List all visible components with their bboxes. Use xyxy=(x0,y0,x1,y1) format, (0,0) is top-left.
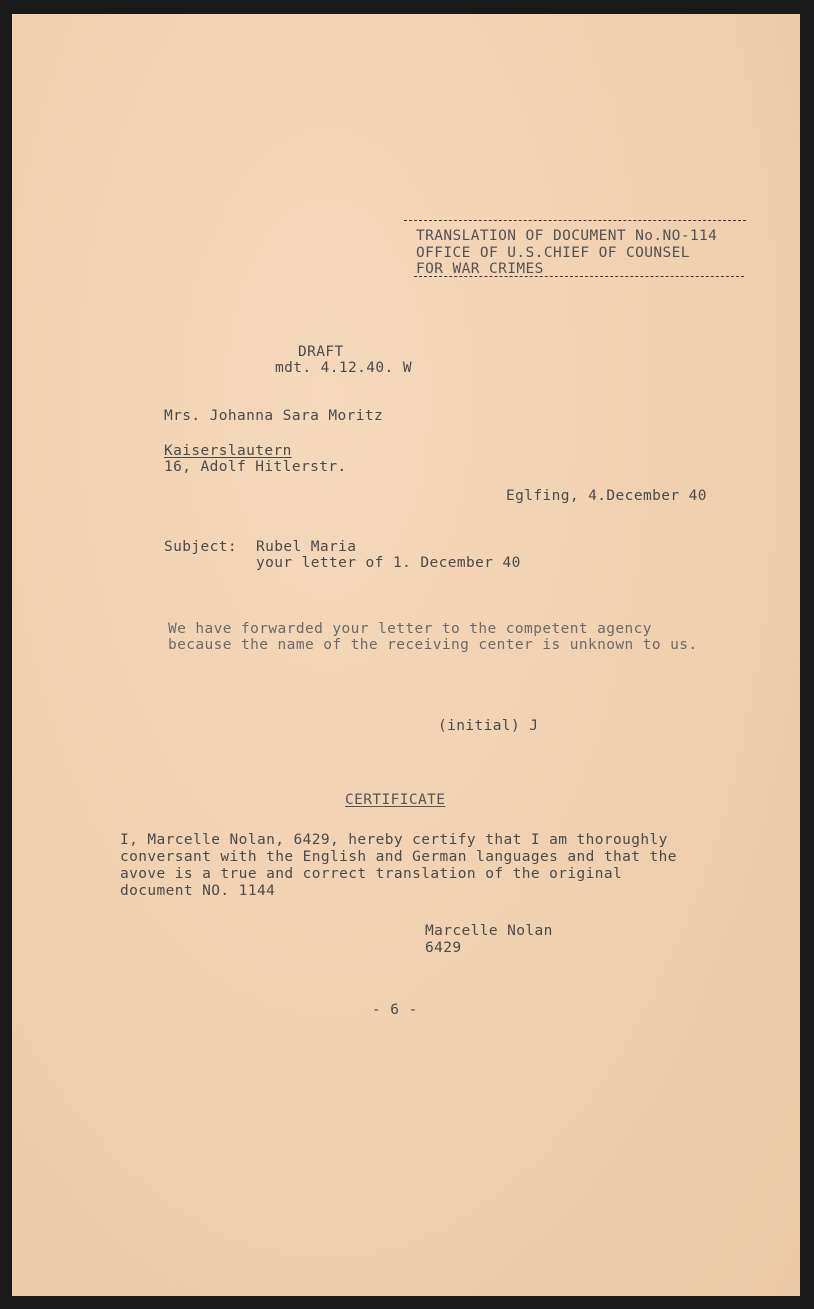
signer-number: 6429 xyxy=(425,940,462,956)
document-page xyxy=(12,14,800,1296)
signer-name: Marcelle Nolan xyxy=(425,923,553,939)
draft-reference: mdt. 4.12.40. W xyxy=(275,360,412,376)
certificate-title: CERTIFICATE xyxy=(345,792,446,808)
body-line-1: We have forwarded your letter to the competent agency xyxy=(168,621,652,637)
stamp-line-1: TRANSLATION OF DOCUMENT No.NO-114 xyxy=(416,228,718,244)
initial-signature: (initial) J xyxy=(438,718,539,734)
recipient-street: 16, Adolf Hitlerstr. xyxy=(164,459,347,475)
subject-label: Subject: xyxy=(164,539,238,555)
certificate-line-2: conversant with the English and German languages and that the xyxy=(120,849,677,865)
recipient-name: Mrs. Johanna Sara Moritz xyxy=(164,408,384,424)
certificate-line-1: I, Marcelle Nolan, 6429, hereby certify that I am thoroughly xyxy=(120,832,668,848)
certificate-line-4: document NO. 1144 xyxy=(120,883,276,899)
draft-title: DRAFT xyxy=(298,344,344,360)
stamp-bottom-rule xyxy=(414,276,744,277)
body-line-2: because the name of the receiving center is unknown to us. xyxy=(168,637,698,653)
stamp-line-3: FOR WAR CRIMES xyxy=(416,261,544,277)
subject-line-1: Rubel Maria xyxy=(256,539,357,555)
recipient-city: Kaiserslautern xyxy=(164,443,292,459)
certificate-line-3: avove is a true and correct translation of the original xyxy=(120,866,623,882)
page-number: - 6 - xyxy=(372,1002,418,1018)
subject-line-2: your letter of 1. December 40 xyxy=(256,555,521,571)
stamp-top-rule xyxy=(404,220,746,221)
place-date: Eglfing, 4.December 40 xyxy=(506,488,707,504)
stamp-line-2: OFFICE OF U.S.CHIEF OF COUNSEL xyxy=(416,245,690,261)
